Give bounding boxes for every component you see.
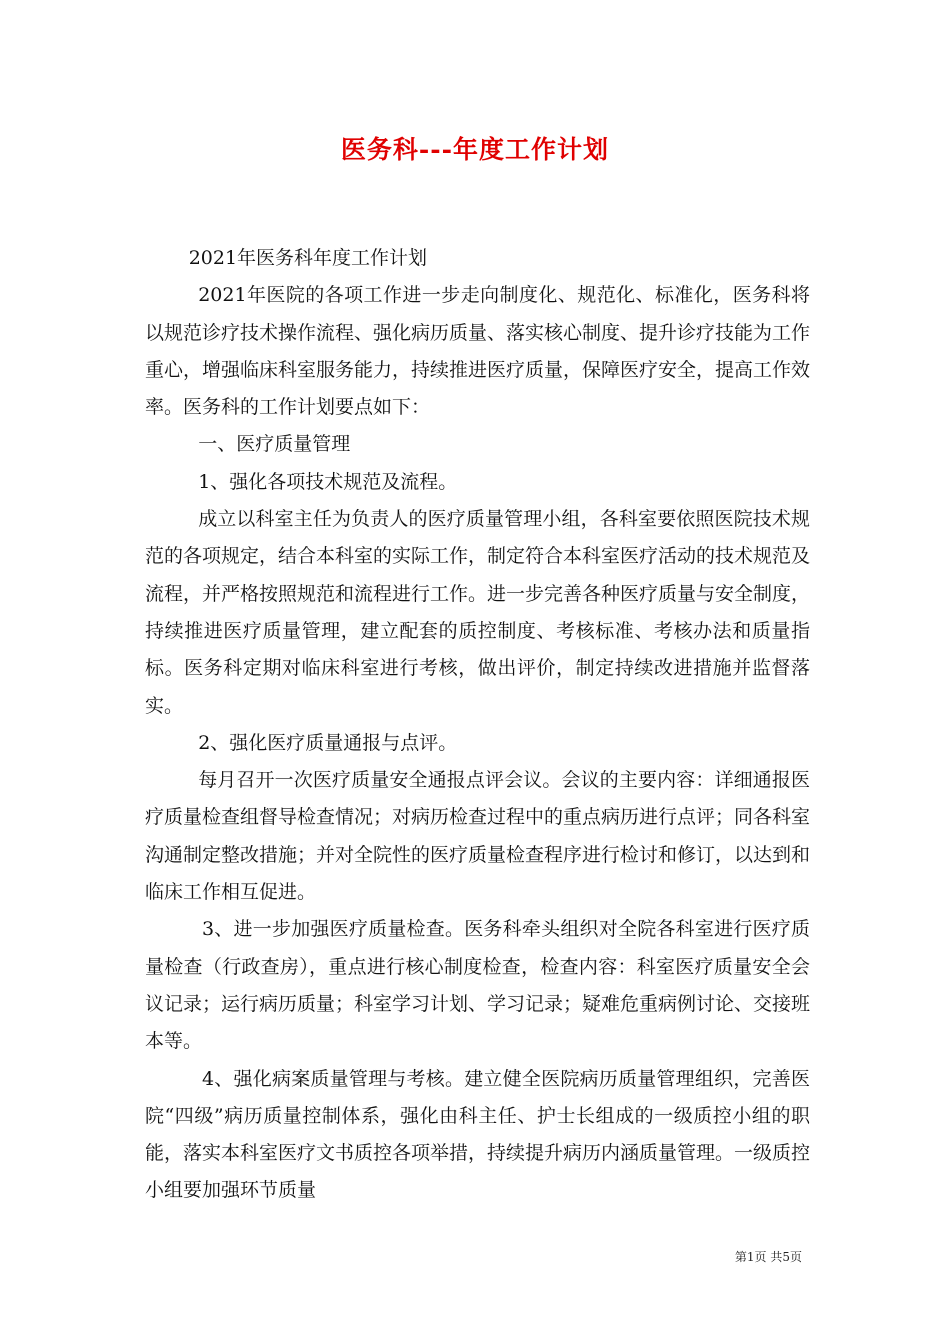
paragraph: 3、进一步加强医疗质量检查。医务科牵头组织对全院各科室进行医疗质量检查（行政查房），重点进行核心制度检查，检查内容：科室医疗质量安全会议记录；运行病历质量；科室学习计划、学习记录；疑难危重病例讨论、交接班本等。 [145,918,811,1053]
paragraph: 4、强化病案质量管理与考核。建立健全医院病历质量管理组织，完善医院“四级”病历质量控制体系，强化由科主任、护士长组成的一级质控小组的职能，落实本科室医疗文书质控各项举措，持续提升病历内涵质量管理。一级质控小组要加强环节质量 [145,1067,811,1202]
section-heading: 一、医疗质量管理 [198,433,351,456]
paragraph-heading: 2021年医务科年度工作计划 [188,247,428,269]
document-body [145,240,810,1210]
subsection-heading: 2、强化医疗质量通报与点评。 [198,731,458,754]
paragraph-intro: 2021年医院的各项工作进一步走向制度化、规范化、标准化，医务科将以规范诊疗技术操作流程、强化病历质量、落实核心制度、提升诊疗技能为工作重心，增强临床科室服务能力，持续推进医疗质量，保障医疗安全，提高工作效率。医务科的工作计划要点如下： [145,284,811,419]
document-title: 医务科---年度工作计划 [340,135,610,164]
paragraph: 成立以科室主任为负责人的医疗质量管理小组，各科室要依照医院技术规范的各项规定，结合本科室的实际工作，制定符合本科室医疗活动的技术规范及流程，并严格按照规范和流程进行工作。进一步完善各种医疗质量与安全制度，持续推进医疗质量管理，建立配套的质控制度、考核标准、考核办法和质量指标。医务科定期对临床科室进行考核，做出评价，制定持续改进措施并监督落实。 [145,508,811,717]
paragraph: 每月召开一次医疗质量安全通报点评会议。会议的主要内容：详细通报医疗质量检查组督导检查情况；对病历检查过程中的重点病历进行点评；同各科室沟通制定整改措施；并对全院性的医疗质量检查程序进行检讨和修订，以达到和临床工作相互促进。 [145,769,811,904]
page-number: 第1页 共5页 [734,1250,802,1264]
subsection-heading: 1、强化各项技术规范及流程。 [198,470,458,493]
